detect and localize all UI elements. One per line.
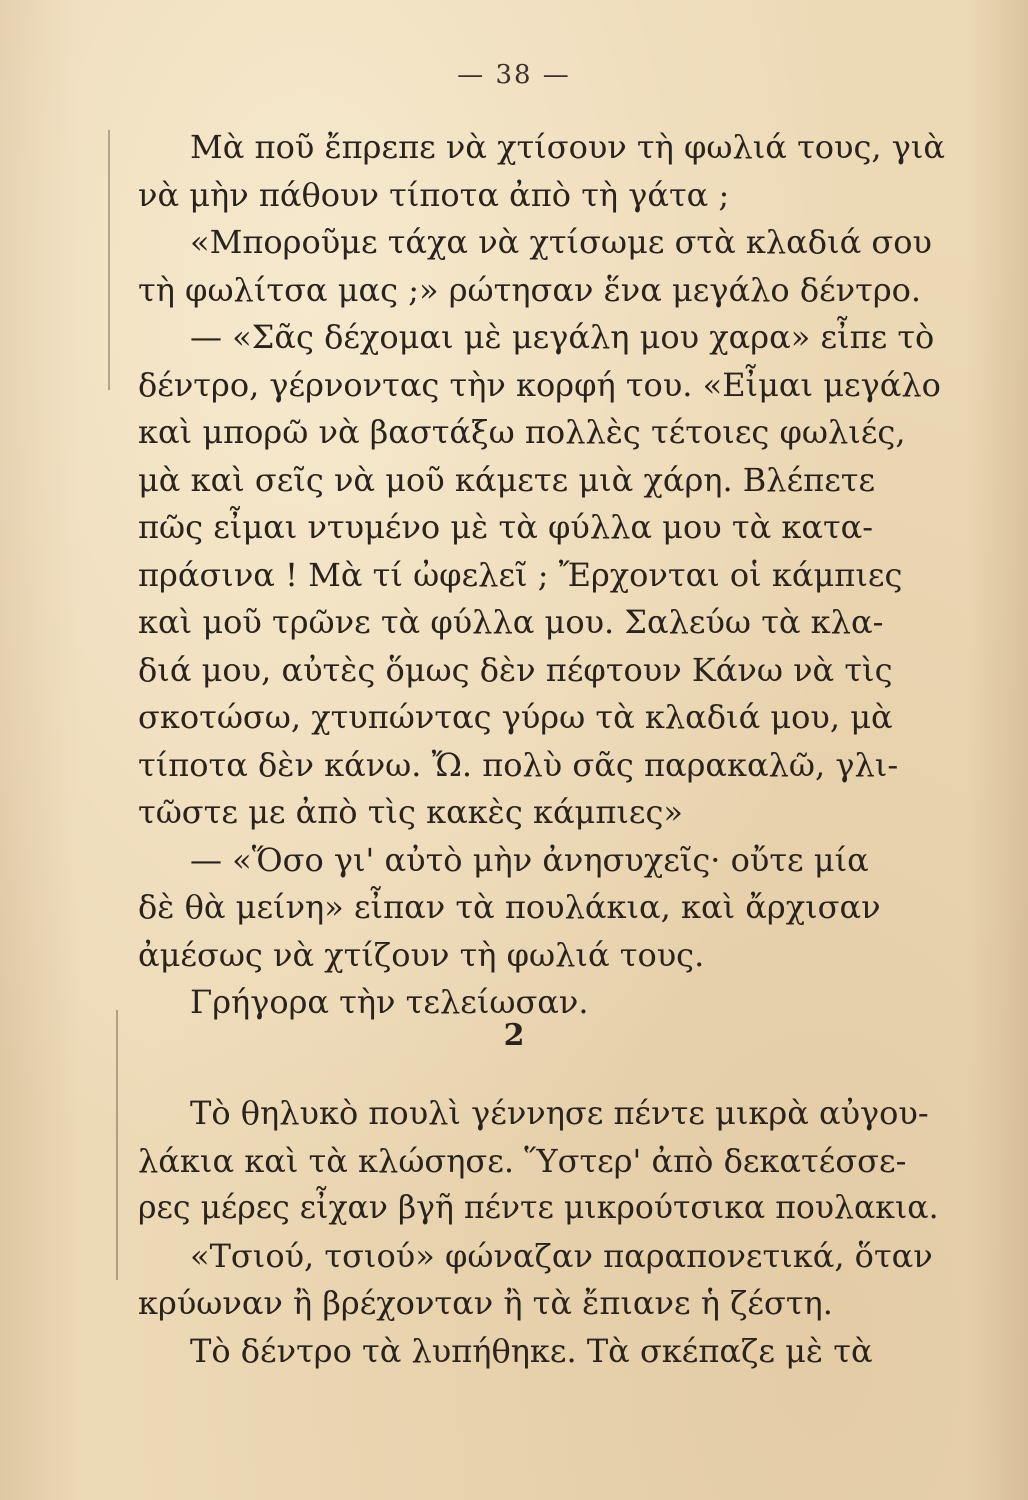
text-line: «Τσιού, τσιού» φώναζαν παραπονετικά, ὅταν xyxy=(190,1236,933,1275)
text-line: πράσινα ! Μὰ τί ὠφελεῖ ; Ἔρχονται οἱ κάμπιες xyxy=(138,555,903,594)
text-section-2 xyxy=(138,1090,948,1375)
text-line: Γρήγορα τὴν τελείωσαν. xyxy=(190,983,589,1021)
text-line: καὶ μπορῶ νὰ βαστάξω πολλὲς τέτοιες φωλιές, xyxy=(138,413,906,451)
text-line: — «Σᾶς δέχομαι μὲ μεγάλη μου χαρα» εἶπε τὸ xyxy=(190,318,935,356)
text-line: καὶ μοῦ τρῶνε τὰ φύλλα μου. Σαλεύω τὰ κλα- xyxy=(138,603,884,641)
text-section-1 xyxy=(138,124,948,1027)
page-number: — 38 — xyxy=(457,60,571,90)
text-line: ἀμέσως νὰ χτίζουν τὴ φωλιά τους. xyxy=(138,935,705,974)
text-line: πῶς εἶμαι ντυμένο μὲ τὰ φύλλα μου τὰ κατα- xyxy=(138,508,874,546)
text-line: δέντρο, γέρνοντας τὴν κορφή του. «Εἶμαι μεγάλο xyxy=(138,365,941,404)
text-line: νὰ μὴν πάθουν τίποτα ἀπὸ τὴ γάτα ; xyxy=(138,175,730,214)
text-line: «Μποροῦμε τάχα νὰ χτίσωμε στὰ κλαδιά σου xyxy=(190,223,932,261)
text-line: ρες μέρες εἶχαν βγῆ πέντε μικρούτσικα πουλακια. xyxy=(138,1190,939,1226)
text-line: λάκια καὶ τὰ κλώσησε. Ὕστερ' ἀπὸ δεκατέσσε- xyxy=(138,1141,907,1180)
text-line: κρύωναν ἢ βρέχονταν ἢ τὰ ἔπιανε ἡ ζέστη. xyxy=(138,1284,833,1322)
text-line: σκοτώσω, χτυπώντας γύρω τὰ κλαδιά μου, μὰ xyxy=(138,698,893,736)
text-line: μὰ καὶ σεῖς νὰ μοῦ κάμετε μιὰ χάρη. Βλέπετε xyxy=(138,460,876,499)
text-line: τὴ φωλίτσα μας ;» ρώτησαν ἕνα μεγάλο δέντρο. xyxy=(138,270,922,309)
text-line: Μὰ ποῦ ἔπρεπε νὰ χτίσουν τὴ φωλιά τους, γιὰ xyxy=(190,128,946,166)
text-line: διά μου, αὐτὲς ὅμως δὲν πέφτουν Κάνω νὰ τὶς xyxy=(138,650,893,689)
text-line: τῶστε με ἀπὸ τὶς κακὲς κάμπιες» xyxy=(138,793,683,831)
text-line: τίποτα δὲν κάνω. Ὤ. πολὺ σᾶς παρακαλῶ, γλι- xyxy=(138,745,899,784)
left-edge-mark xyxy=(108,130,110,390)
text-line: — «Ὅσο γι' αὐτὸ μὴν ἀνησυχεῖς· οὔτε μία xyxy=(190,840,869,879)
text-line: Τὸ θηλυκὸ πουλὶ γέννησε πέντε μικρὰ αὐγου- xyxy=(190,1094,929,1132)
text-line: Τὸ δέντρο τὰ λυπήθηκε. Τὰ σκέπαζε μὲ τὰ xyxy=(190,1331,873,1370)
section-number: 2 xyxy=(503,1018,525,1053)
text-line: δὲ θὰ μείνη» εἶπαν τὰ πουλάκια, καὶ ἄρχισαν xyxy=(138,888,881,926)
